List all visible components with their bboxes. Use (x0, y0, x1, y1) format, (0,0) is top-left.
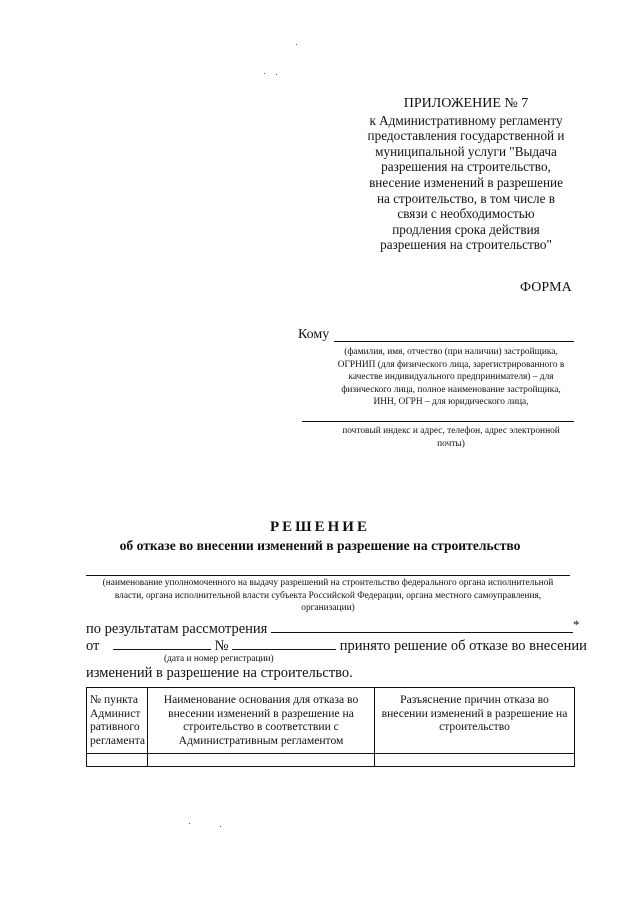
decision-subtitle: об отказе во внесении изменений в разрешение на строительство (119, 538, 521, 553)
appendix-line: предоставления государственной и (367, 128, 565, 144)
header-line: Разъяснение причин отказа во (400, 693, 549, 706)
appendix-line: к Административному регламенту (369, 112, 563, 128)
appendix-line: продления срока действия (392, 221, 540, 237)
number-field[interactable] (232, 637, 336, 650)
registration-note: (дата и номер регистрации) (164, 654, 274, 664)
number-label: № (214, 638, 229, 654)
recipient-label: Кому (298, 327, 330, 342)
recipient-note-line: ИНН, ОГРН – для юридического лица, (373, 397, 529, 408)
recipient-note-line: физического лица, полное наименование застройщика, (341, 384, 561, 395)
recipient-note-line: (фамилия, имя, отчество (при наличии) застройщика, (344, 347, 558, 357)
recipient-note-line: качестве индивидуального предпринимателя) – для (348, 372, 554, 383)
scan-speck (264, 73, 265, 74)
header-item-number (87, 688, 148, 754)
recipient-note-line: ОГРНИП (для физического лица, зарегистрированного в (337, 359, 565, 370)
appendix-line: разрешения на строительство, (381, 159, 551, 175)
organ-note-line: власти, органа исполнительной власти субъекта Российской Федерации, органа местного самоуправления, (114, 590, 542, 601)
table-row (87, 754, 575, 767)
decision-text: принято решение об отказе во внесении (339, 638, 587, 654)
review-row (86, 617, 580, 638)
review-field[interactable] (271, 620, 573, 633)
header-refusal-basis (148, 688, 375, 754)
header-line: внесении изменений в разрешение на (381, 706, 568, 720)
recipient-field[interactable] (334, 341, 574, 342)
organ-note (86, 577, 570, 615)
appendix-line: внесение изменений в разрешение (369, 174, 563, 190)
appendix-block (355, 96, 577, 253)
form-label: ФОРМА (520, 280, 572, 295)
scan-speck (220, 826, 221, 827)
date-field[interactable] (113, 637, 211, 650)
asterisk-mark: * (572, 617, 580, 632)
address-note-line: почтовый индекс и адрес, телефон, адрес электронной (342, 426, 560, 436)
appendix-title: ПРИЛОЖЕНИЕ № 7 (403, 96, 529, 111)
recipient-note (330, 346, 572, 409)
header-line: внесении изменений в разрешение на (168, 706, 354, 720)
header-line: Админист (90, 706, 141, 720)
review-label: по результатам рассмотрения (86, 621, 268, 637)
date-number-row (86, 637, 587, 655)
header-line: Административным регламентом (178, 733, 344, 747)
address-note (328, 425, 574, 450)
table-cell[interactable] (87, 754, 148, 767)
header-line: Наименование основания для отказа во (163, 693, 359, 706)
header-refusal-explanation (375, 688, 575, 754)
scan-speck (276, 74, 277, 75)
table-cell[interactable] (375, 754, 575, 767)
table-header-row (87, 688, 575, 754)
appendix-line: на строительство, в том числе в (377, 190, 555, 206)
reasons-table (86, 687, 575, 767)
organ-note-line: (наименование уполномоченного на выдачу разрешений на строительство федерального органа исполнительной (102, 578, 554, 588)
organ-field[interactable] (86, 575, 570, 576)
appendix-line: муниципальной услуги "Выдача (375, 143, 557, 159)
header-line: регламента (90, 733, 146, 747)
address-note-line: почты) (437, 438, 465, 449)
header-line: ративного (90, 720, 140, 734)
appendix-line: разрешения на строительство" (380, 237, 552, 253)
continuation-text: изменений в разрешение на строительство. (86, 665, 353, 681)
header-line: строительство в соответствии с (183, 720, 339, 734)
from-label: от (86, 638, 100, 654)
scan-speck (296, 44, 297, 45)
scan-speck (189, 823, 190, 824)
header-line: № пункта (90, 693, 138, 706)
address-field[interactable] (302, 421, 574, 422)
decision-title: РЕШЕНИЕ (270, 519, 370, 535)
table-cell[interactable] (148, 754, 375, 767)
header-line: строительство (439, 720, 510, 734)
organ-note-line: организации) (301, 603, 355, 614)
appendix-line: связи с необходимостью (397, 206, 535, 222)
